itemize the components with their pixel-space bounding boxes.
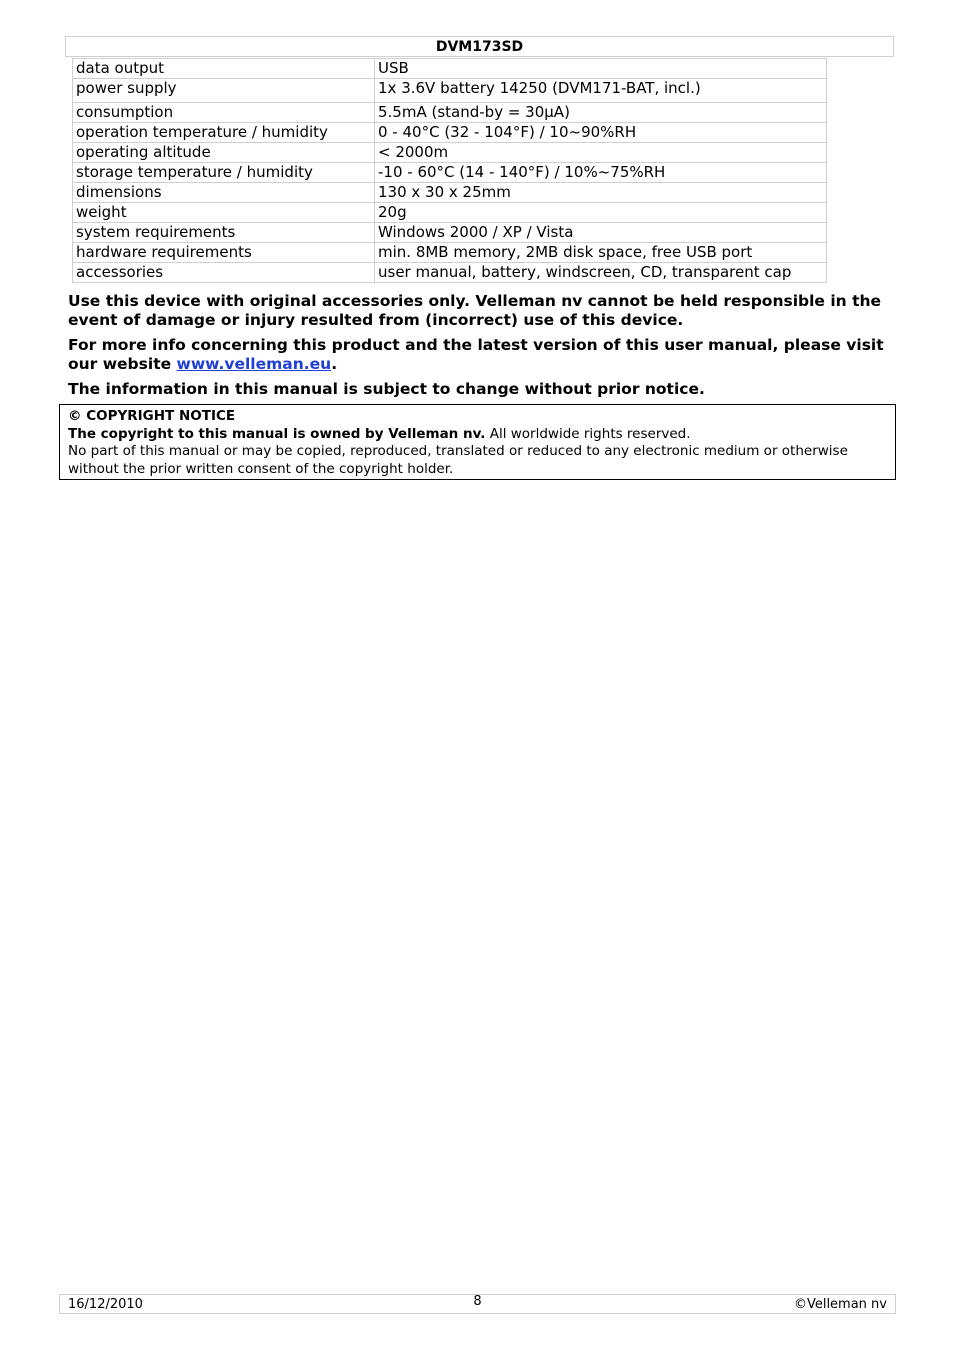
spec-value: user manual, battery, windscreen, CD, transparent cap: [375, 263, 827, 283]
info-suffix: .: [331, 355, 338, 373]
spec-value: 1x 3.6V battery 14250 (DVM171-BAT, incl.): [375, 79, 827, 103]
spec-label: operating altitude: [73, 143, 375, 163]
spec-label: power supply: [73, 79, 375, 103]
spec-value: min. 8MB memory, 2MB disk space, free USB port: [375, 243, 827, 263]
footer-date: 16/12/2010: [68, 1297, 143, 1312]
change-notice: The information in this manual is subject to change without prior notice.: [68, 380, 705, 398]
info-notice: [68, 336, 898, 374]
table-row: [73, 103, 827, 123]
copyright-owner-rest: All worldwide rights reserved.: [485, 425, 691, 442]
spec-value: -10 - 60°C (14 - 140°F) / 10%~75%RH: [375, 163, 827, 183]
website-link[interactable]: www.velleman.eu: [176, 355, 332, 373]
spec-value: Windows 2000 / XP / Vista: [375, 223, 827, 243]
table-row: [73, 163, 827, 183]
spec-value: 20g: [375, 203, 827, 223]
spec-label: weight: [73, 203, 375, 223]
copyright-body: No part of this manual or may be copied, reproduced, translated or reduced to any electronic medium or otherwise without the prior written consent of the copyright holder.: [68, 443, 848, 477]
footer-copyright: ©Velleman nv: [793, 1297, 887, 1312]
copyright-owner-bold: The copyright to this manual is owned by Velleman nv.: [68, 425, 486, 442]
spec-label: hardware requirements: [73, 243, 375, 263]
table-row: [73, 203, 827, 223]
spec-label: consumption: [73, 103, 375, 123]
spec-value: USB: [375, 59, 827, 79]
spec-label: dimensions: [73, 183, 375, 203]
spec-label: accessories: [73, 263, 375, 283]
info-text: For more info concerning this product and the latest version of this user manual, please visit our website: [68, 336, 884, 373]
spec-label: operation temperature / humidity: [73, 123, 375, 143]
table-row: [73, 183, 827, 203]
copyright-notice: [59, 404, 896, 480]
table-row: [73, 143, 827, 163]
accessories-notice: Use this device with original accessories only. Velleman nv cannot be held responsible in the event of damage or injury resulted from (incorrect) use of this device.: [68, 292, 882, 329]
spec-value: 5.5mA (stand-by = 30µA): [375, 103, 827, 123]
table-row: [73, 223, 827, 243]
spec-value: 130 x 30 x 25mm: [375, 183, 827, 203]
spec-label: storage temperature / humidity: [73, 163, 375, 183]
spec-label: system requirements: [73, 223, 375, 243]
table-row: [73, 123, 827, 143]
spec-value: < 2000m: [375, 143, 827, 163]
page-header: [65, 36, 894, 57]
page-number: 8: [473, 1294, 482, 1309]
page-footer: [59, 1294, 896, 1314]
copyright-owner: [68, 426, 887, 444]
table-row: [73, 59, 827, 79]
table-row: [73, 243, 827, 263]
specifications-table: [72, 58, 827, 283]
copyright-heading: © COPYRIGHT NOTICE: [68, 408, 236, 424]
spec-label: data output: [73, 59, 375, 79]
table-row: [73, 79, 827, 103]
spec-value: 0 - 40°C (32 - 104°F) / 10~90%RH: [375, 123, 827, 143]
table-row: [73, 263, 827, 283]
document-title: DVM173SD: [435, 39, 524, 55]
